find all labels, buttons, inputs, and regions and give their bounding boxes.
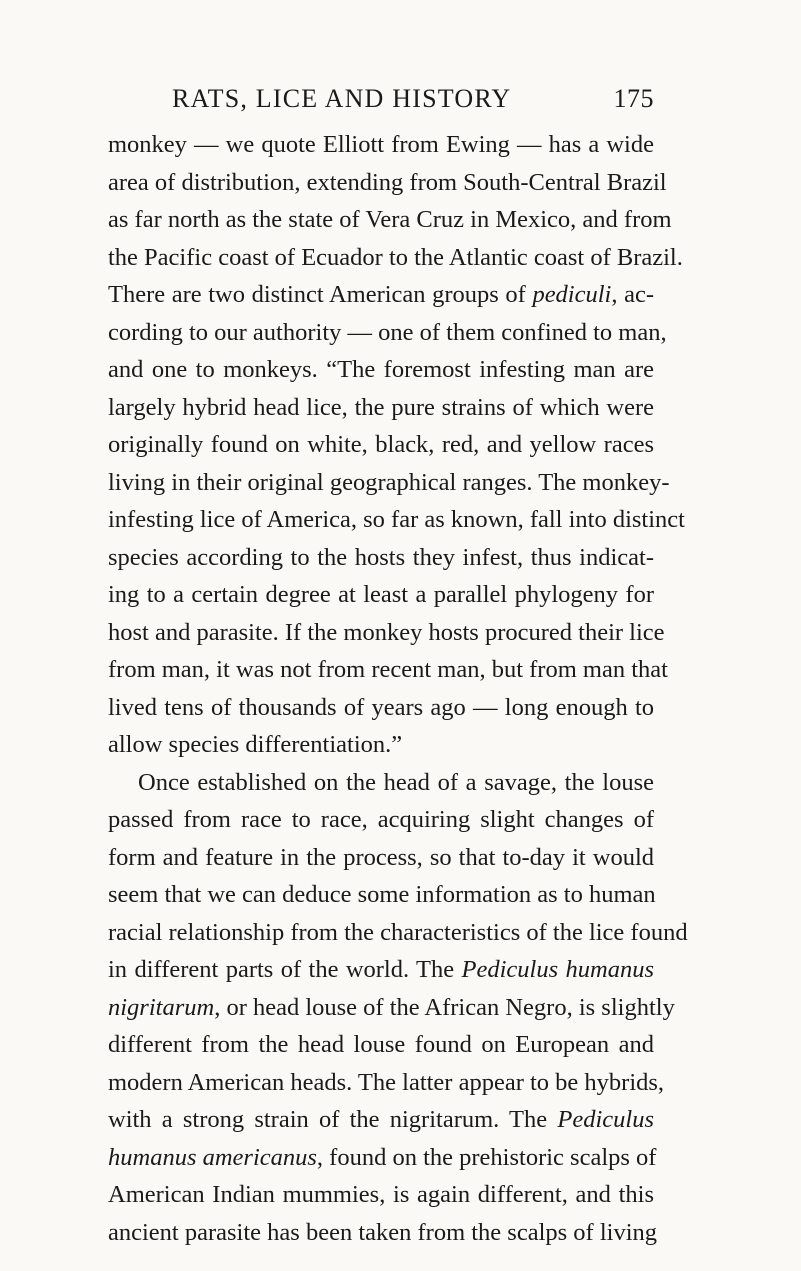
text-line [108, 126, 654, 164]
text-run: passed from race to race, acquiring slight changes of [108, 806, 654, 833]
text-run: American Indian mummies, is again different, and this [108, 1181, 654, 1208]
text-run: from man, it was not from recent man, but from man that [108, 656, 668, 683]
text-line [108, 1101, 654, 1139]
italic-text: humanus americanus [108, 1143, 317, 1171]
text-run: monkey — we quote Elliott from Ewing — has a wide [108, 131, 654, 158]
text-run: lived tens of thousands of years ago — long enough to [108, 693, 654, 721]
text-line [108, 389, 654, 427]
text-line [108, 201, 672, 239]
italic-text: nigritarum [108, 993, 215, 1021]
text-run: originally found on white, black, red, and yellow races [108, 431, 654, 458]
text-run: racial relationship from the characteristics of the lice found [108, 918, 688, 946]
text-run: largely hybrid head lice, the pure strains of which were [108, 393, 654, 421]
text-line [108, 764, 654, 802]
page-number: 175 [613, 84, 654, 113]
text-run: area of distribution, extending from South-Central Brazil [108, 168, 667, 196]
text-line [108, 239, 683, 277]
body-text [108, 126, 688, 1251]
text-line [108, 1064, 665, 1102]
italic-text: Pediculus [557, 1106, 654, 1133]
text-run: , ac- [611, 281, 654, 308]
text-run: , or head louse of the African Negro, is slightly [214, 993, 675, 1021]
text-line [108, 839, 654, 877]
text-line [108, 914, 688, 952]
text-line [108, 801, 654, 839]
text-run: form and feature in the process, so that to-day it would [108, 843, 654, 871]
text-line [108, 351, 654, 389]
text-line [108, 989, 675, 1027]
text-line [108, 276, 654, 314]
text-run: seem that we can deduce some information as to human [108, 881, 656, 908]
italic-text: Pediculus humanus [461, 956, 654, 983]
text-run: living in their original geographical ranges. The monkey- [108, 468, 670, 496]
book-page [108, 84, 688, 1251]
text-run: species according to the hosts they infest, thus indicat- [108, 543, 654, 571]
text-line [108, 314, 667, 352]
text-run: different from the head louse found on European and [108, 1031, 654, 1058]
text-line [108, 1139, 657, 1177]
text-line [108, 1026, 654, 1064]
text-run: ancient parasite has been taken from the scalps of living [108, 1218, 658, 1246]
text-run: cording to our authority — one of them confined to man, [108, 318, 667, 346]
text-line [108, 1176, 654, 1214]
text-line [108, 539, 654, 577]
text-run: ing to a certain degree at least a parallel phylogeny for [108, 581, 654, 608]
text-run: , found on the prehistoric scalps of [316, 1143, 657, 1171]
text-line [108, 689, 654, 727]
text-line [108, 576, 654, 614]
text-line [108, 501, 685, 539]
text-line [108, 951, 654, 989]
text-run: There are two distinct American groups of [108, 281, 533, 308]
text-run: host and parasite. If the monkey hosts procured their lice [108, 618, 665, 646]
text-run: infesting lice of America, so far as known, fall into distinct [108, 506, 685, 533]
running-head [172, 84, 654, 122]
text-run: in different parts of the world. The [108, 956, 462, 983]
text-run: the Pacific coast of Ecuador to the Atlantic coast of Brazil. [108, 243, 683, 271]
running-head-title: RATS, LICE AND HISTORY [172, 84, 512, 113]
text-line [108, 426, 654, 464]
text-run: as far north as the state of Vera Cruz in Mexico, and from [108, 206, 672, 233]
text-line [108, 464, 670, 502]
text-line [108, 876, 654, 914]
italic-text: pediculi [532, 281, 612, 308]
text-line [108, 1214, 658, 1252]
text-run: allow species differentiation.” [108, 731, 403, 758]
text-line [108, 614, 665, 652]
text-line [108, 726, 654, 764]
text-run: with a strong strain of the nigritarum. The [108, 1106, 558, 1133]
text-run: and one to monkeys. “The foremost infesting man are [108, 356, 654, 383]
text-line [108, 164, 667, 202]
text-line [108, 651, 668, 689]
text-run: modern American heads. The latter appear to be hybrids, [108, 1068, 665, 1096]
text-run: Once established on the head of a savage, the louse [138, 768, 654, 796]
